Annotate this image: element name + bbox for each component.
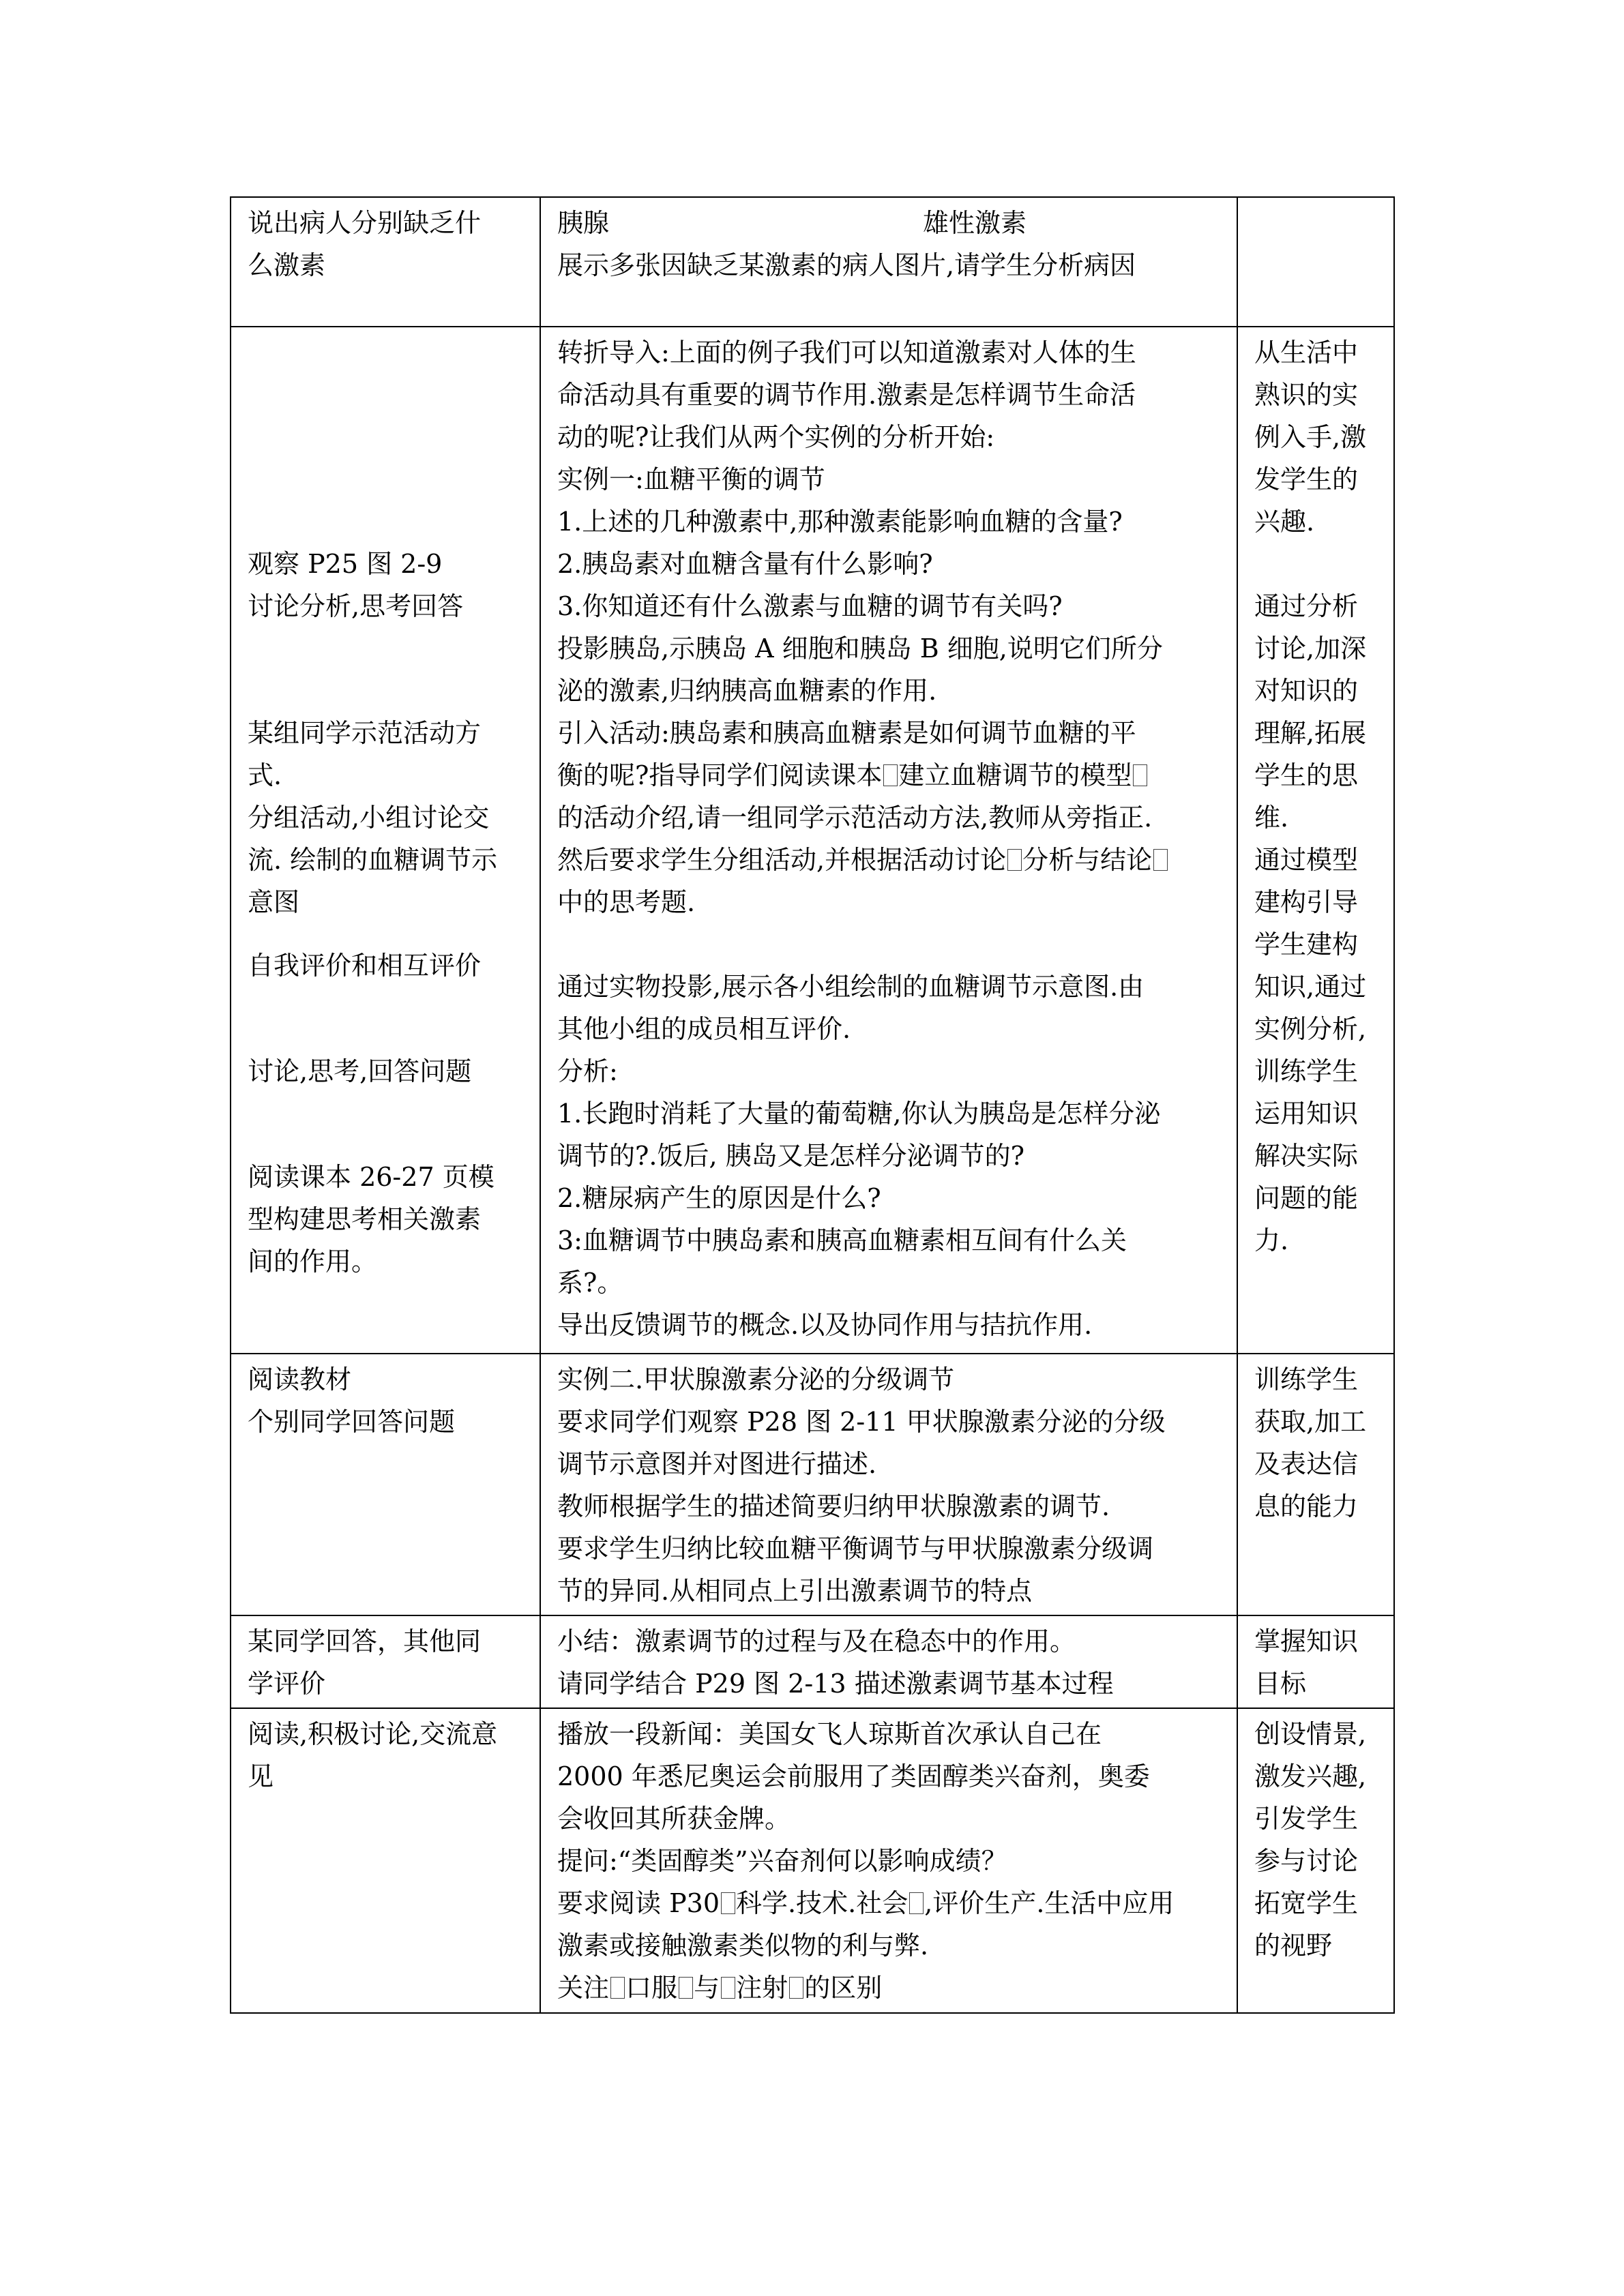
cell-line: 型构建思考相关激素 — [248, 1204, 482, 1234]
cell-line: 3.你知道还有什么激素与血糖的调节有关吗? — [557, 591, 1063, 621]
text-fragment: 与 — [694, 1973, 720, 2003]
cell-line — [557, 839, 1223, 881]
cell-line: 1.长跑时消耗了大量的葡萄糖,你认为胰岛是怎样分泌 — [557, 1099, 1161, 1129]
missing-glyph — [909, 1892, 924, 1914]
cell-line: 问题的能 — [1254, 1183, 1359, 1213]
teacher-activity-cell — [540, 197, 1237, 327]
student-activity-cell — [231, 1708, 540, 2013]
cell-line: 学生的思 — [1254, 760, 1359, 790]
cell-line: 中的思考题. — [557, 887, 696, 917]
cell-line: 知识,通过 — [1254, 972, 1367, 1002]
cell-line: 目标 — [1254, 1669, 1307, 1699]
cell-line: 力. — [1254, 1225, 1289, 1255]
cell-line: 及表达信 — [1254, 1449, 1359, 1479]
cell-line: 对知识的 — [1254, 676, 1359, 706]
cell-line: 掌握知识 — [1254, 1626, 1359, 1656]
design-intent-cell — [1237, 197, 1394, 327]
cell-line: 系?。 — [557, 1268, 623, 1298]
missing-glyph — [679, 1977, 693, 1999]
cell-line: 调节示意图并对图进行描述. — [557, 1449, 877, 1479]
missing-glyph — [789, 1977, 803, 1999]
cell-line: 要求学生归纳比较血糖平衡调节与甲状腺激素分级调 — [557, 1534, 1154, 1564]
cell-line: 训练学生 — [1254, 1056, 1359, 1086]
cell-line: 实例二.甲状腺激素分泌的分级调节 — [557, 1365, 955, 1395]
design-intent-cell — [1237, 1354, 1394, 1615]
cell-line: 动的呢?让我们从两个实例的分析开始: — [557, 422, 995, 452]
table-row — [231, 1354, 1394, 1615]
cell-line: 学生建构 — [1254, 929, 1359, 959]
cell-line: 通过实物投影,展示各小组绘制的血糖调节示意图.由 — [557, 972, 1145, 1002]
table-row — [231, 197, 1394, 327]
cell-line — [557, 1882, 1223, 1924]
cell-line: 从生活中 — [1254, 338, 1359, 368]
cell-line: 的视野 — [1254, 1930, 1333, 1960]
cell-line: 说出病人分别缺乏什 — [248, 208, 482, 238]
cell-line: 维. — [1254, 803, 1289, 833]
cell-line: 命活动具有重要的调节作用.激素是怎样调节生命活 — [557, 380, 1136, 410]
missing-glyph — [1133, 764, 1147, 786]
cell-line: 投影胰岛,示胰岛 A 细胞和胰岛 B 细胞,说明它们所分 — [557, 633, 1163, 664]
cell-line: 拓宽学生 — [1254, 1888, 1359, 1918]
cell-line — [557, 202, 1223, 244]
cell-line: 式. — [248, 760, 282, 790]
cell-line: 运用知识 — [1254, 1099, 1359, 1129]
design-intent-cell — [1237, 1615, 1394, 1708]
missing-glyph — [610, 1977, 625, 1999]
cell-line: 2.胰岛素对血糖含量有什么影响? — [557, 549, 933, 579]
cell-line: 引入活动:胰岛素和胰高血糖素是如何调节血糖的平 — [557, 718, 1136, 748]
text-fragment: 口服 — [625, 1973, 678, 2003]
cell-line: 会收回其所获金牌。 — [557, 1804, 791, 1834]
cell-line: 实例一:血糖平衡的调节 — [557, 464, 825, 494]
cell-line: 自我评价和相互评价 — [248, 951, 482, 981]
cell-line: 2000 年悉尼奥运会前服用了类固醇类兴奋剂，奥委 — [557, 1761, 1150, 1791]
cell-line: 通过分析 — [1254, 591, 1359, 621]
design-intent-cell — [1237, 327, 1394, 1354]
cell-line: 的活动介绍,请一组同学示范活动方法,教师从旁指正. — [557, 803, 1153, 833]
missing-glyph — [883, 764, 898, 786]
design-intent-cell — [1237, 1708, 1394, 2013]
cell-line: 通过模型 — [1254, 845, 1359, 875]
cell-line: 节的异同.从相同点上引出激素调节的特点 — [557, 1576, 1033, 1606]
cell-line: 讨论分析,思考回答 — [248, 591, 464, 621]
text-fragment: 建立血糖调节的模型 — [898, 760, 1132, 790]
cell-line: 流. 绘制的血糖调节示 — [248, 845, 498, 875]
cell-line: 学评价 — [248, 1669, 326, 1699]
text-fragment: 注射 — [736, 1973, 788, 2003]
text-fragment: 分析与结论 — [1022, 845, 1153, 875]
cell-line: 息的能力 — [1254, 1491, 1359, 1521]
cell-line: 获取,加工 — [1254, 1407, 1367, 1437]
student-activity-cell — [231, 1354, 540, 1615]
missing-glyph — [721, 1977, 735, 1999]
cell-line: 1.上述的几种激素中,那种激素能影响血糖的含量? — [557, 507, 1123, 537]
cell-line: 转折导入:上面的例子我们可以知道激素对人体的生 — [557, 338, 1136, 368]
text-fragment: 关注 — [557, 1973, 610, 2003]
cell-line: 么激素 — [248, 250, 326, 280]
cell-line: 参与讨论 — [1254, 1846, 1359, 1876]
cell-line — [557, 1967, 1223, 2009]
cell-line: 2.糖尿病产生的原因是什么? — [557, 1183, 881, 1213]
cell-line: 某组同学示范活动方 — [248, 718, 482, 748]
cell-line: 导出反馈调节的概念.以及协同作用与拮抗作用. — [557, 1310, 1093, 1340]
cell-line: 讨论,加深 — [1254, 633, 1367, 664]
cell-line: 讨论,思考,回答问题 — [248, 1056, 472, 1086]
student-activity-cell — [231, 1615, 540, 1708]
cell-line — [557, 754, 1223, 796]
cell-line: 3:血糖调节中胰岛素和胰高血糖素相互间有什么关 — [557, 1225, 1127, 1255]
student-activity-cell — [231, 197, 540, 327]
cell-line: 建构引导 — [1254, 887, 1359, 917]
cell-line: 小结：激素调节的过程与及在稳态中的作用。 — [557, 1626, 1076, 1656]
missing-glyph — [1007, 849, 1022, 871]
cell-line: 兴趣. — [1254, 507, 1315, 537]
text-fragment: 科学.技术.社会 — [736, 1888, 909, 1918]
cell-line: 请同学结合 P29 图 2-13 描述激素调节基本过程 — [557, 1669, 1114, 1699]
cell-line: 提问:“类固醇类”兴奋剂何以影响成绩？ — [557, 1846, 1007, 1876]
cell-line: 观察 P25 图 2-9 — [248, 549, 443, 579]
hormone-label: 雄性激素 — [923, 208, 1027, 238]
cell-line: 某同学回答，其他同 — [248, 1626, 482, 1656]
text-fragment: 要求阅读 P30 — [557, 1888, 720, 1918]
gland-label: 胰腺 — [557, 208, 610, 238]
cell-line: 发学生的 — [1254, 464, 1359, 494]
cell-line: 训练学生 — [1254, 1365, 1359, 1395]
cell-line: 展示多张因缺乏某激素的病人图片,请学生分析病因 — [557, 250, 1136, 280]
cell-line: 例入手,激 — [1254, 422, 1367, 452]
teacher-activity-cell — [540, 327, 1237, 1354]
cell-line: 创设情景, — [1254, 1719, 1367, 1749]
missing-glyph — [1153, 849, 1168, 871]
table-row — [231, 1708, 1394, 2013]
missing-glyph — [721, 1892, 735, 1914]
teacher-activity-cell — [540, 1354, 1237, 1615]
text-fragment: 然后要求学生分组活动,并根据活动讨论 — [557, 845, 1007, 875]
cell-line: 要求同学们观察 P28 图 2-11 甲状腺激素分泌的分级 — [557, 1407, 1166, 1437]
cell-line: 阅读教材 — [248, 1365, 352, 1395]
table-row — [231, 327, 1394, 1354]
lesson-plan-table — [230, 196, 1395, 2014]
cell-line: 见 — [248, 1761, 274, 1791]
cell-line: 播放一段新闻：美国女飞人琼斯首次承认自己在 — [557, 1719, 1102, 1749]
teacher-activity-cell — [540, 1708, 1237, 2013]
cell-line: 激发兴趣, — [1254, 1761, 1367, 1791]
cell-line: 分组活动,小组讨论交 — [248, 803, 490, 833]
cell-line: 调节的?.饭后, 胰岛又是怎样分泌调节的? — [557, 1141, 1024, 1171]
cell-line: 间的作用。 — [248, 1247, 378, 1277]
cell-line: 泌的激素,归纳胰高血糖素的作用. — [557, 676, 937, 706]
cell-line: 熟识的实 — [1254, 380, 1359, 410]
table-row — [231, 1615, 1394, 1708]
cell-line: 理解,拓展 — [1254, 718, 1367, 748]
cell-line: 实例分析, — [1254, 1014, 1367, 1044]
text-fragment: 衡的呢?指导同学们阅读课本 — [557, 760, 883, 790]
cell-line: 意图 — [248, 887, 300, 917]
cell-line: 引发学生 — [1254, 1804, 1359, 1834]
teacher-activity-cell — [540, 1615, 1237, 1708]
student-activity-cell — [231, 327, 540, 1354]
cell-line: 解决实际 — [1254, 1141, 1359, 1171]
text-fragment: ,评价生产.生活中应用 — [924, 1888, 1175, 1918]
cell-line: 个别同学回答问题 — [248, 1407, 456, 1437]
cell-line: 分析: — [557, 1056, 618, 1086]
cell-line: 阅读课本 26-27 页模 — [248, 1162, 494, 1192]
cell-line: 激素或接触激素类似物的利与弊. — [557, 1930, 929, 1960]
text-fragment: 的区别 — [804, 1973, 883, 2003]
cell-line: 其他小组的成员相互评价. — [557, 1014, 851, 1044]
cell-line: 阅读,积极讨论,交流意 — [248, 1719, 498, 1749]
cell-line: 教师根据学生的描述简要归纳甲状腺激素的调节. — [557, 1491, 1110, 1521]
